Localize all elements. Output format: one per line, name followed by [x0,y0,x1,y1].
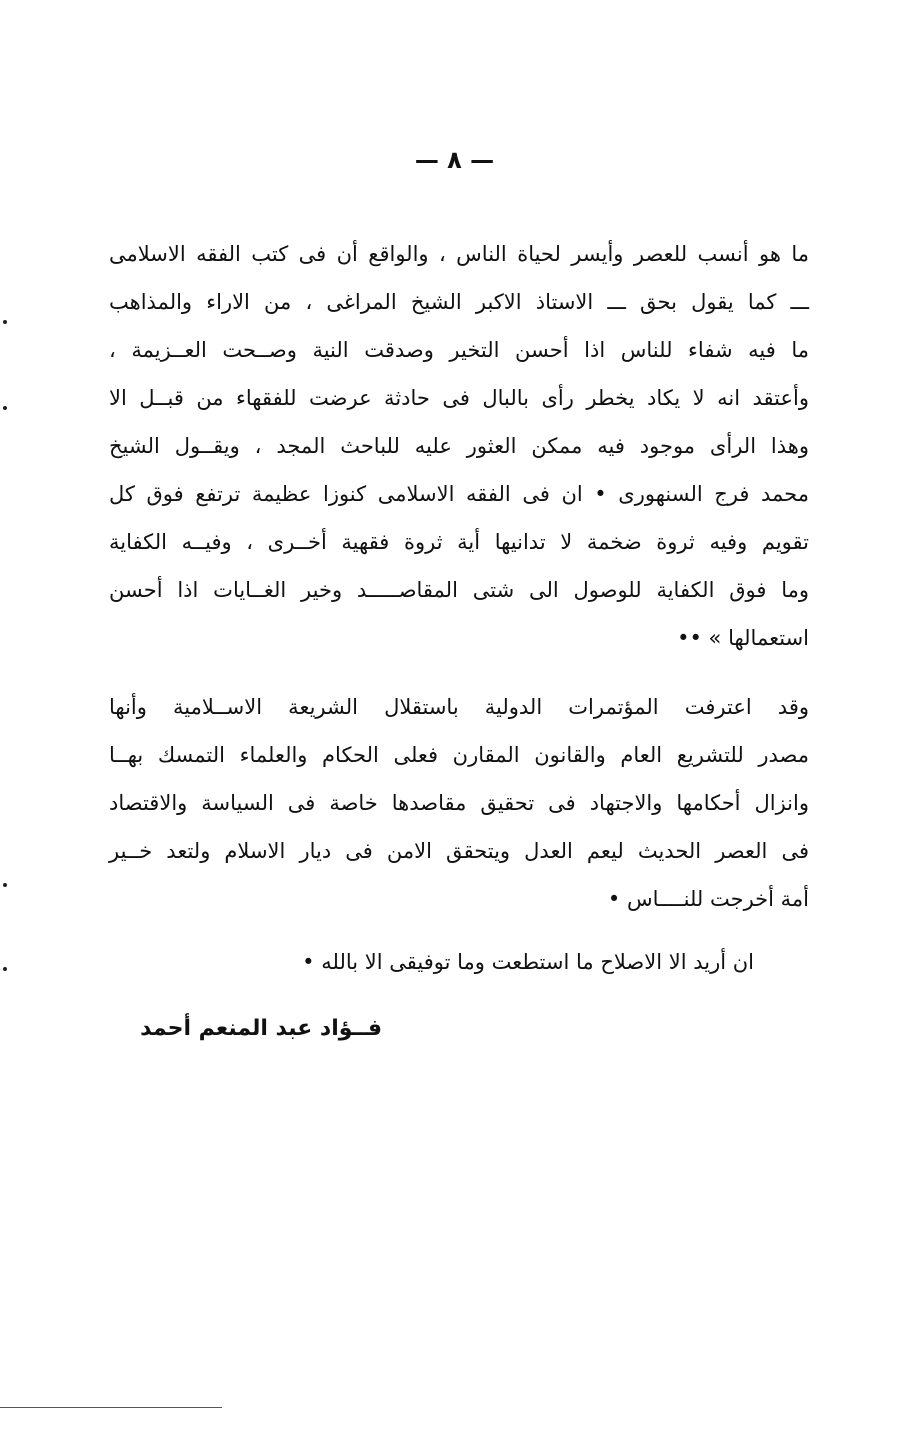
text-line: مصدر للتشريع العام والقانون المقارن فعلى الحكام والعلماء التمسك بهــا [109,743,809,767]
paragraph-1 [109,230,809,662]
text-line: محمد فرج السنهورى • ان فى الفقه الاسلامى كنوزا عظيمة ترتفع فوق كل [109,482,809,506]
paragraph-2 [109,683,809,923]
author-signature: فــؤاد عبد المنعم أحمد [140,1016,382,1041]
text-line: وهذا الرأى موجود فيه ممكن العثور عليه للباحث المجد ، ويقــول الشيخ [109,434,809,458]
text-line: ما فيه شفاء للناس اذا أحسن التخير وصدقت النية وصــحت العــزيمة ، [109,338,809,362]
text-line: ـــ كما يقول بحق ـــ الاستاذ الاكبر الشيخ المراغى ، من الاراء والمذاهب [109,290,809,314]
text-line: أمة أخرجت للنــــاس • [607,887,809,911]
margin-mark [3,883,7,887]
text-line: وما فوق الكفاية للوصول الى شتى المقاصـــــد وخير الغــايات اذا أحسن [109,578,809,602]
margin-mark [3,406,7,410]
text-line: ما هو أنسب للعصر وأيسر لحياة الناس ، والواقع أن فى كتب الفقه الاسلامى [109,242,809,266]
text-line: وأعتقد انه لا يكاد يخطر رأى بالبال فى حادثة عرضت للفقهاء من قبــل الا [109,386,809,410]
margin-mark [3,320,7,324]
margin-mark [3,967,7,971]
text-line: تقويم وفيه ثروة ضخمة لا تدانيها أية ثروة فقهية أخــرى ، وفيــه الكفاية [109,530,809,554]
text-line: فى العصر الحديث ليعم العدل ويتحقق الامن فى ديار الاسلام ولتعد خــير [109,839,809,863]
bottom-rule [0,1407,222,1408]
text-line: استعمالها » •• [677,626,809,650]
page-number: — ٨ — [414,146,495,174]
text-line: وانزال أحكامها والاجتهاد فى تحقيق مقاصدها خاصة فى السياسة والاقتصاد [109,791,809,815]
closing-line: ان أريد الا الاصلاح ما استطعت وما توفيقى الا بالله • [302,950,754,974]
text-line: وقد اعترفت المؤتمرات الدولية باستقلال الشريعة الاســلامية وأنها [109,695,809,719]
